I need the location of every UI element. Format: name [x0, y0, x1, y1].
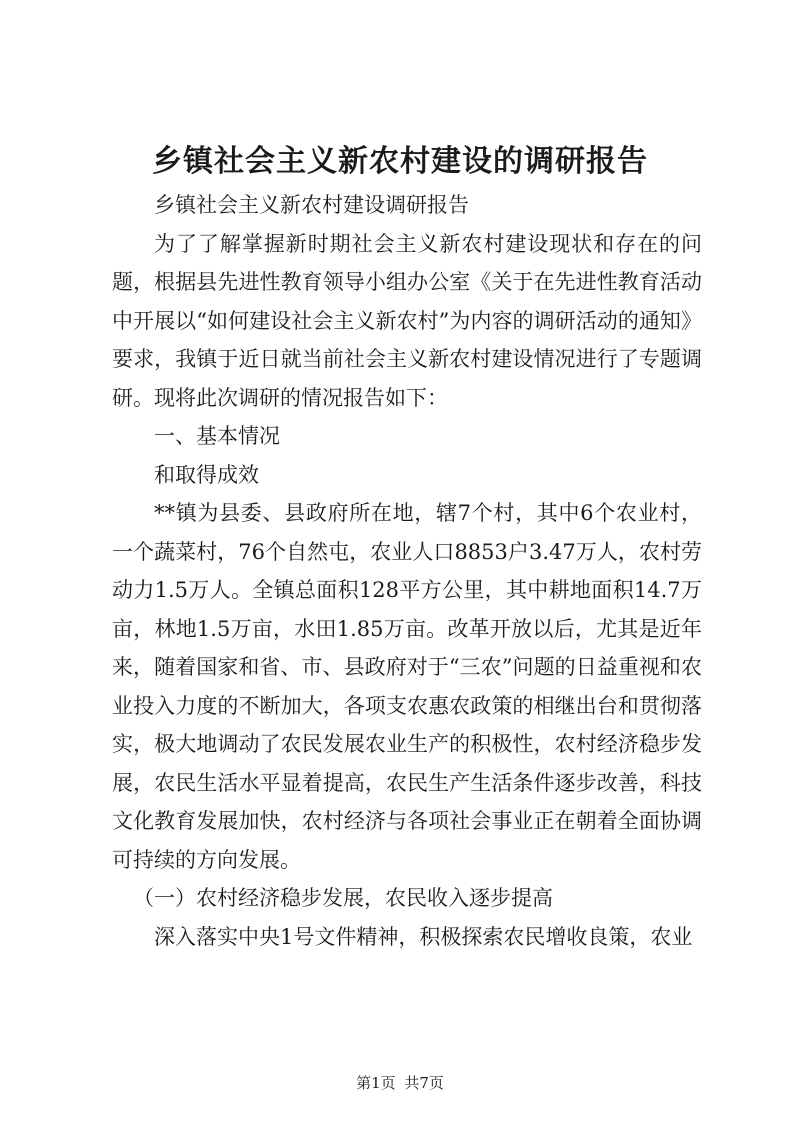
- intro-paragraph: 为了了解掌握新时期社会主义新农村建设现状和存在的问题，根据县先进性教育领导小组办公室《关于在先进性教育活动中开展以“如何建设社会主义新农村”为内容的调研活动的通知》要求，我镇于近日就当前社会主义新农村建设情况进行了专题调研。现将此次调研的情况报告如下：: [112, 231, 702, 410]
- document-body: [112, 186, 702, 956]
- subsection-heading-economy: （一）农村经济稳步发展，农民收入逐步提高: [133, 886, 553, 910]
- document-title: 乡镇社会主义新农村建设的调研报告: [152, 144, 648, 179]
- page-number: 第1页: [356, 1074, 396, 1092]
- page-footer: [0, 1073, 800, 1093]
- page-total: 共7页: [404, 1074, 444, 1092]
- subtitle-paragraph: 乡镇社会主义新农村建设调研报告: [154, 193, 469, 217]
- economy-paragraph: 深入落实中央1号文件精神，积极探索农民增收良策，农业: [154, 924, 693, 949]
- section-heading-achievements: 和取得成效: [154, 462, 259, 487]
- section-heading-basic: 一、基本情况: [154, 424, 280, 448]
- town-overview-paragraph: **镇为县委、县政府所在地，辖7个村，其中6个农业村，一个蔬菜村，76个自然屯，农业人口8853户3.47万人，农村劳动力1.5万人。全镇总面积128平方公里，其中耕地面积14.7万亩，林地1.5万亩，水田1.85万亩。改革开放以后，尤其是近年来，随着国家和省、市、县政府对于“三农”问题的日益重视和农业投入力度的不断加大，各项支农惠农政策的相继出台和贯彻落实，极大地调动了农民发展农业生产的积极性，农村经济稳步发展，农民生活水平显着提高，农民生产生活条件逐步改善，科技文化教育发展加快，农村经济与各项社会事业正在朝着全面协调可持续的方向发展。: [112, 501, 702, 872]
